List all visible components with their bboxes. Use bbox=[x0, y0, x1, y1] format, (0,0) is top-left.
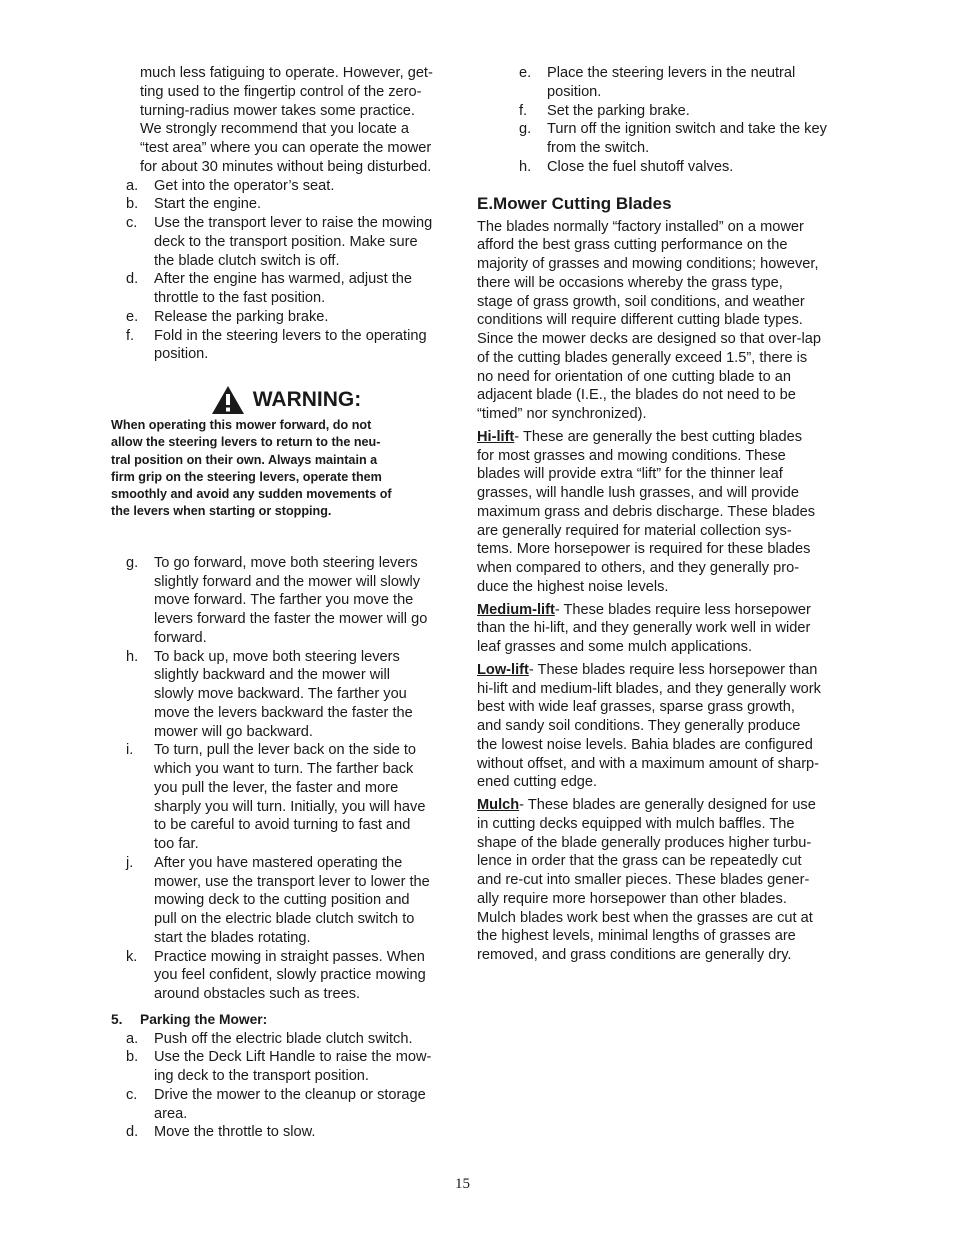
list-item: k. Practice mowing in straight passes. When you feel confident, slowly practice mowing around obstacles such as trees. bbox=[126, 948, 426, 1003]
list-item: e. Place the steering levers in the neutral position. bbox=[519, 65, 796, 100]
list-item: d. After the engine has warmed, adjust the throttle to the fast position. bbox=[126, 271, 412, 306]
blades-intro-paragraph: The blades normally “factory installed” on a mower afford the best grass cutting performance on the majority of grasses and mowing conditions; however, there will be occasions whereby the grass type, stage of grass growth, soil conditions, and weather conditions will require different cutting blade types. Since the mower decks are designed so that over-lap of the cutting blades generally exceed 1.5”, there is no need for orientation of one cutting blade to an adjacent blade (I.E., the blades do not need to be “timed” nor synchronized). bbox=[477, 218, 821, 422]
operating-steps-list bbox=[111, 177, 451, 365]
driving-steps-list bbox=[111, 554, 451, 1004]
list-item: h. To back up, move both steering levers slightly backward and the mower will slowly move backward. The farther you move the levers backward the faster the mower will go backward. bbox=[126, 648, 413, 740]
warning-heading bbox=[121, 387, 451, 413]
list-item: f. Set the parking brake. bbox=[519, 102, 690, 119]
term-mulch: Mulch bbox=[477, 797, 520, 813]
right-column bbox=[477, 64, 845, 969]
list-item: a. Get into the operator’s seat. bbox=[126, 177, 335, 194]
list-item: j. After you have mastered operating the mower, use the transport lever to lower the mowing deck to the cutting position and pull on the electric blade clutch switch to start the blades rotating. bbox=[126, 854, 430, 946]
list-item: c. Use the transport lever to raise the mowing deck to the transport position. Make sure the blade clutch switch is off. bbox=[126, 215, 433, 269]
page-number: 15 bbox=[455, 1176, 470, 1192]
section-heading-cutting-blades: E.Mower Cutting Blades bbox=[477, 193, 672, 213]
list-item: b. Start the engine. bbox=[126, 196, 262, 213]
list-item: d. Move the throttle to slow. bbox=[126, 1124, 316, 1141]
parking-steps-list bbox=[111, 1030, 451, 1143]
section-heading-parking: 5. Parking the Mower: bbox=[111, 1011, 268, 1027]
list-item: f. Fold in the steering levers to the operating position. bbox=[126, 327, 427, 363]
medium-lift-paragraph: Medium-lift- These blades require less horsepower than the hi-lift, and they generally work well in wider leaf grasses and some mulch applications. bbox=[477, 601, 811, 655]
list-item: e. Release the parking brake. bbox=[126, 308, 329, 325]
left-column bbox=[111, 64, 451, 1142]
term-hi-lift: Hi-lift bbox=[477, 428, 515, 445]
warning-title: WARNING: bbox=[252, 387, 362, 411]
hi-lift-paragraph: Hi-lift- These are generally the best cutting blades for most grasses and mowing conditions. These blades will provide extra “lift” for the thinner leaf grasses, will handle lush grasses, and will provide maximum grass and debris discharge. These blades are generally required for material collection sys- tems. More horsepower is required for these blades when compared to others, and they generally pro- duce the highest noise levels. bbox=[477, 428, 815, 595]
warning-text: When operating this mower forward, do not allow the steering levers to return to the neu- tral position on their own. Always maintain a firm grip on the steering levers, operate them smoothly and avoid any sudden movements of the levers when starting or stopping. bbox=[111, 418, 392, 519]
list-item: g. To go forward, move both steering levers slightly forward and the mower will slowly move forward. The farther you move the levers forward the faster the mower will go forward. bbox=[126, 554, 428, 646]
low-lift-paragraph: Low-lift- These blades require less horsepower than hi-lift and medium-lift blades, and they generally work best with wide leaf grasses, sparse grass growth, and sandy soil conditions. They generally produce the lowest noise levels. Bahia blades are configured without offset, and with a maximum amount of sharp- ened cutting edge. bbox=[477, 661, 821, 791]
list-item: g. Turn off the ignition switch and take the key from the switch. bbox=[519, 121, 827, 156]
list-item: i. To turn, pull the lever back on the side to which you want to turn. The farther back you pull the lever, the faster and more sharply you will turn. Initially, you will have to be careful to avoid turning to fast and too far. bbox=[126, 742, 426, 853]
list-item: c. Drive the mower to the cleanup or storage area. bbox=[126, 1086, 426, 1122]
warning-triangle-icon bbox=[211, 385, 245, 415]
list-item: a. Push off the electric blade clutch switch. bbox=[126, 1030, 413, 1047]
list-item: h. Close the fuel shutoff valves. bbox=[519, 158, 734, 175]
term-low-lift: Low-lift bbox=[477, 661, 529, 678]
parking-steps-continued bbox=[477, 64, 845, 177]
list-item: b. Use the Deck Lift Handle to raise the mow- ing deck to the transport position. bbox=[126, 1049, 432, 1085]
mulch-paragraph: Mulch- These blades are generally designed for use in cutting decks equipped with mulch baffles. The shape of the blade generally produces higher turbu- lence in order that the grass can be repeatedly cut and re-cut into smaller pieces. These blades gener- ally require more horsepower than other blades. Mulch blades work best when the grasses are cut at the highest levels, minimal lengths of grasses are removed, and grass conditions are generally dry. bbox=[477, 797, 816, 963]
term-medium-lift: Medium-lift bbox=[477, 601, 555, 618]
intro-paragraph: much less fatiguing to operate. However, get- ting used to the fingertip control of the zero- turning-radius mower takes some practice. We strongly recommend that you locate a “test area” where you can operate the mower for about 30 minutes without being disturbed. bbox=[140, 65, 433, 175]
